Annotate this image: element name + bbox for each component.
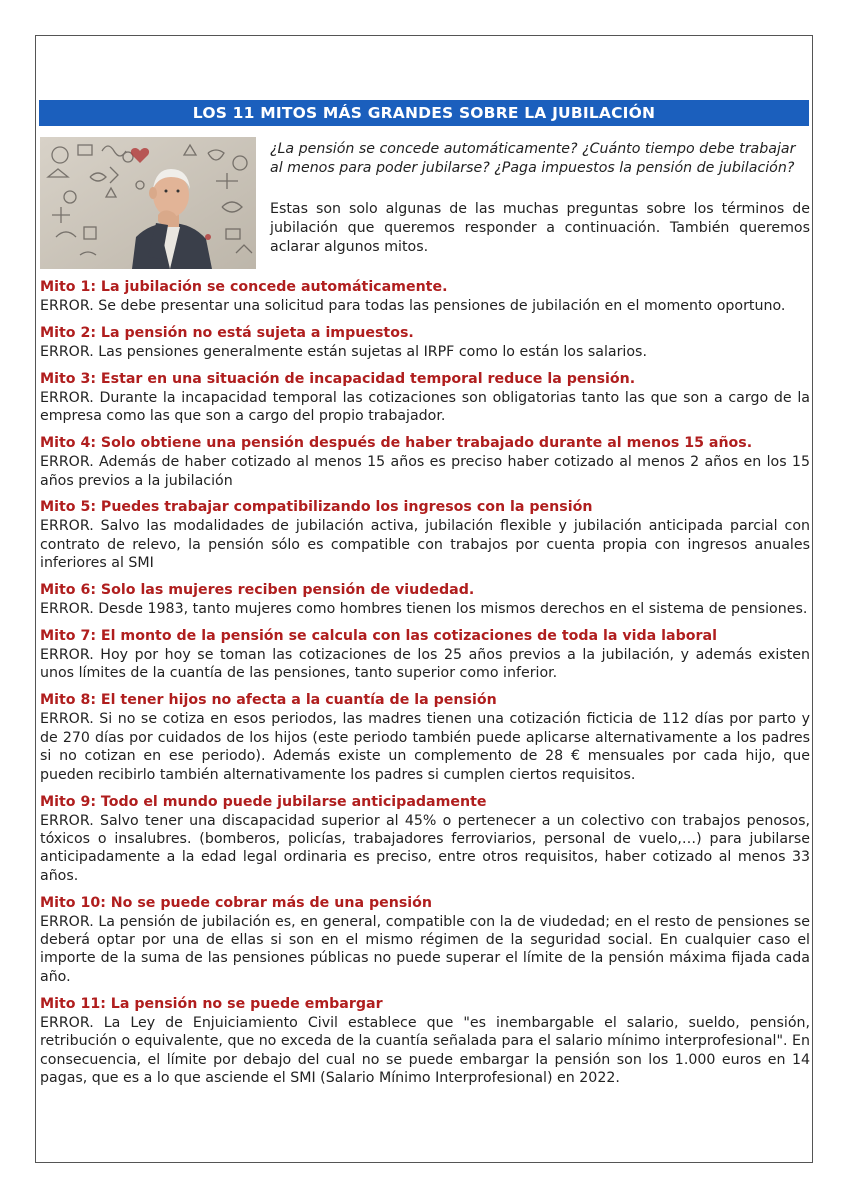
myth-item xyxy=(40,498,810,572)
myth-title: Mito 3: Estar en una situación de incapacidad temporal reduce la pensión. xyxy=(40,370,636,387)
myth-title: Mito 9: Todo el mundo puede jubilarse anticipadamente xyxy=(40,793,487,810)
myth-title: Mito 5: Puedes trabajar compatibilizando los ingresos con la pensión xyxy=(40,499,593,516)
myth-body: ERROR. Durante la incapacidad temporal las cotizaciones son obligatorias tanto las que son a cargo de la empresa como las que son a cargo del propio trabajador. xyxy=(40,389,810,425)
myth-item xyxy=(40,691,810,784)
myth-title: Mito 11: La pensión no se puede embargar xyxy=(40,995,383,1012)
myth-title: Mito 2: La pensión no está sujeta a impuestos. xyxy=(40,324,414,341)
intro-question: ¿La pensión se concede automáticamente? ¿Cuánto tiempo debe trabajar al menos para poder jubilarse? ¿Paga impuestos la pensión de jubilación? xyxy=(270,141,796,176)
intro-paragraph: Estas son solo algunas de las muchas preguntas sobre los términos de jubilación que queremos responder a continuación. También queremos aclarar algunos mitos. xyxy=(270,201,810,255)
myth-body: ERROR. Hoy por hoy se toman las cotizaciones de los 25 años previos a la jubilación, y además existen unos límites de la cuantía de las pensiones, tanto superior como inferior. xyxy=(40,647,810,682)
myth-item xyxy=(40,894,810,987)
myth-body: ERROR. Las pensiones generalmente están sujetas al IRPF como lo están los salarios. xyxy=(40,343,647,360)
myth-item xyxy=(40,370,810,426)
page-title: LOS 11 MITOS MÁS GRANDES SOBRE LA JUBILACIÓN xyxy=(39,100,809,126)
myth-body: ERROR. Desde 1983, tanto mujeres como hombres tienen los mismos derechos en el sistema de pensiones. xyxy=(40,601,808,618)
myth-body: ERROR. Salvo las modalidades de jubilación activa, jubilación flexible y jubilación anticipada parcial con contrato de relevo, la pensión sólo es compatible con trabajos por cuenta propia con ingresos anuales inferiores al SMI xyxy=(40,518,810,572)
myth-title: Mito 7: El monto de la pensión se calcula con las cotizaciones de toda la vida laboral xyxy=(40,628,717,645)
myth-body: ERROR. La Ley de Enjuiciamiento Civil establece que "es inembargable el salario, sueldo, pensión, retribución o equivalente, que no exceda de la cuantía señalada para el salario mínimo interprofesional". En consecuencia, el límite por debajo del cual no se puede embargar la pensión son los 1.000 euros en 14 pagas, que es a lo que asciende el SMI (Salario Mínimo Interprofesional) en 2022. xyxy=(40,1014,810,1086)
myth-body: ERROR. Salvo tener una discapacidad superior al 45% o pertenecer a un colectivo con trabajos penosos, tóxicos o insalubres. (bomberos, policías, trabajadores ferroviarios, personal de vuelo,…) para jubilarse anticipadamente a la edad legal ordinaria es preciso, entre otros requisitos, haber cotizado al menos 33 años. xyxy=(40,812,810,884)
myth-title: Mito 1: La jubilación se concede automáticamente. xyxy=(40,279,448,295)
myth-item xyxy=(40,278,810,315)
myth-title: Mito 6: Solo las mujeres reciben pensión de viudedad. xyxy=(40,582,475,599)
photo-elderly-man-thinking xyxy=(40,137,256,269)
myth-list xyxy=(40,278,810,1096)
myth-title: Mito 8: El tener hijos no afecta a la cuantía de la pensión xyxy=(40,692,497,709)
myth-item xyxy=(40,627,810,683)
myth-item xyxy=(40,793,810,886)
myth-body: ERROR. Se debe presentar una solicitud para todas las pensiones de jubilación en el momento oportuno. xyxy=(40,298,786,314)
myth-body: ERROR. La pensión de jubilación es, en general, compatible con la de viudedad; en el resto de pensiones se deberá optar por una de ellas si son en el mismo régimen de la seguridad social. En cualquier caso el importe de la suma de las pensiones públicas no puede superar el límite de la pensión máxima fijada cada año. xyxy=(40,913,810,985)
myth-item xyxy=(40,581,810,618)
myth-title: Mito 10: No se puede cobrar más de una pensión xyxy=(40,894,432,911)
myth-item xyxy=(40,324,810,361)
myth-title: Mito 4: Solo obtiene una pensión después de haber trabajado durante al menos 15 años. xyxy=(40,435,753,452)
myth-item xyxy=(40,995,810,1088)
myth-body: ERROR. Si no se cotiza en esos periodos, las madres tienen una cotización ficticia de 112 días por parto y de 270 días por cuidados de los hijos (este periodo también puede aplicarse alternativamente a los padres si no cotizan en ese periodo). Además existe un complemento de 28 € mensuales por cada hijo, que pueden recibirlo también alternativamente los padres si cumplen ciertos requisitos. xyxy=(40,711,810,783)
myth-body: ERROR. Además de haber cotizado al menos 15 años es preciso haber cotizado al menos 2 años en los 15 años previos a la jubilación xyxy=(40,454,810,489)
myth-item xyxy=(40,434,810,490)
